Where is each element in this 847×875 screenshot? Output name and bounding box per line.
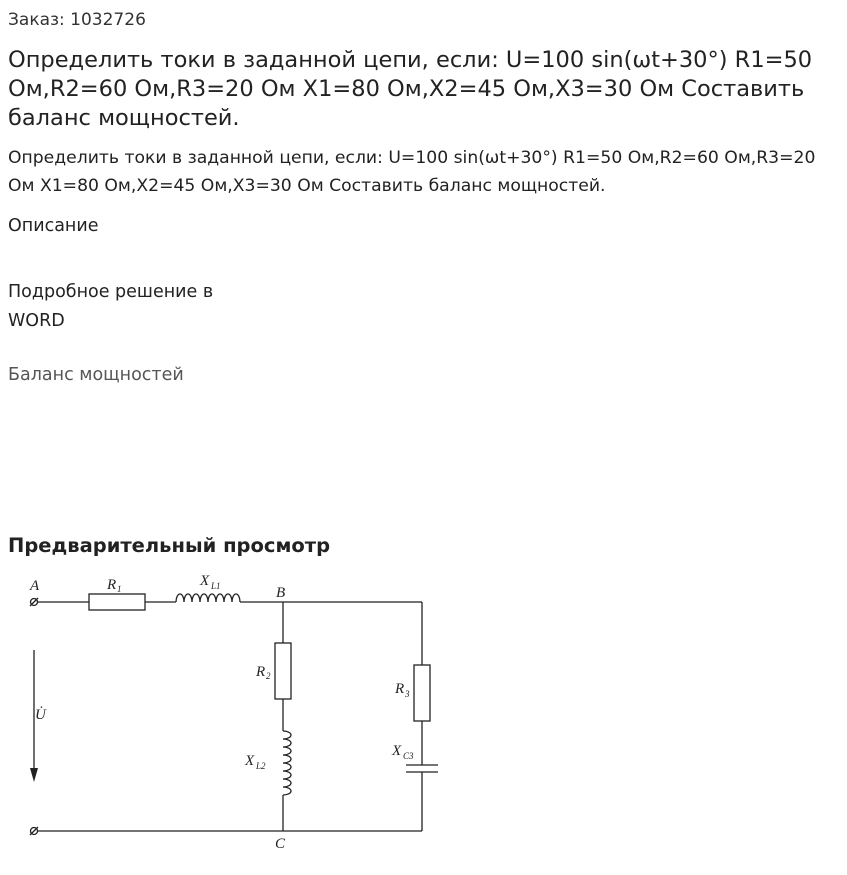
label-r2-sub: 2 <box>266 671 271 681</box>
label-r3: R <box>395 681 405 697</box>
inductor-xl1 <box>176 594 240 602</box>
label-r1: R <box>107 577 117 593</box>
inductor-xl2 <box>283 731 291 795</box>
label-xc3: X <box>392 743 402 759</box>
task-description: Определить токи в заданной цепи, если: U=100 sin(ωt+30°) R1=50 Ом,R2=60 Ом,R3=20 Ом X1=80 Ом,X2=45 Ом,X3=30 Ом Составить баланс мощностей. <box>8 148 816 196</box>
preview-heading: Предварительный просмотр <box>8 534 331 557</box>
solution-format-text: Подробное решение в WORD <box>8 282 214 331</box>
label-node-a: A <box>30 578 40 594</box>
order-number: Заказ: 1032726 <box>8 10 146 30</box>
label-node-b: B <box>276 585 286 601</box>
label-xl1: X <box>200 573 210 589</box>
label-xl1-sub: L1 <box>211 581 221 591</box>
label-xl2-sub: L2 <box>256 761 266 771</box>
resistor-r1 <box>89 594 145 610</box>
label-node-c: C <box>275 836 286 852</box>
resistor-r3 <box>414 665 430 721</box>
circuit-diagram <box>0 565 460 865</box>
page-title: Определить токи в заданной цепи, если: U=100 sin(ωt+30°) R1=50 Ом,R2=60 Ом,R3=20 Ом X1=80 Ом,X2=45 Ом,X3=30 Ом Составить баланс мощностей. <box>8 47 813 131</box>
power-balance-link[interactable]: Баланс мощностей <box>8 365 184 385</box>
description-heading: Описание <box>8 216 99 236</box>
label-r2: R <box>256 664 266 680</box>
label-voltage: U̇ <box>35 707 46 723</box>
resistor-r2 <box>275 643 291 699</box>
label-r3-sub: 3 <box>405 689 410 699</box>
label-r1-sub: 1 <box>117 584 122 594</box>
label-xl2: X <box>245 753 255 769</box>
label-xc3-sub: C3 <box>403 751 414 761</box>
